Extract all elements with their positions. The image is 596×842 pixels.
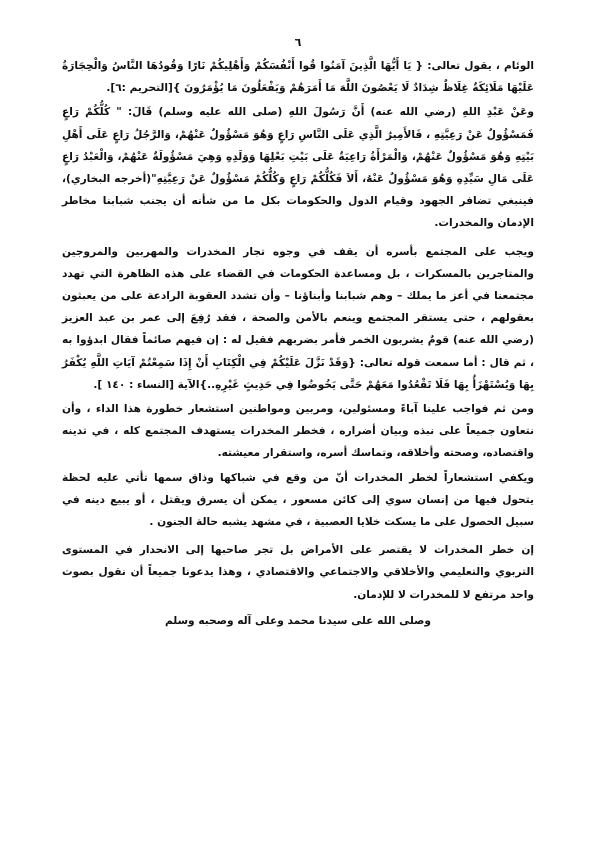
closing-prayer: وصلى الله على سيدنا محمد وعلى آله وصحبه وسلم — [165, 614, 431, 627]
page-number: ٦ — [294, 36, 302, 49]
paragraph-collective-responsibility: ومن ثم فواجب علينا آباءً ومسئولين، ومربين ومواطنين استشعار خطورة هذا الداء ، وأن نتعاون جميعاً على نبذه وبيان أضراره ، فخطر المخدرات يستهدف المجتمع كله ، في تدينه واقتصاده، وصحته وأخلاقه، وتماسك أسره، واستقرار معيشته. — [62, 403, 534, 460]
paragraph-society-duty: ويجب على المجتمع بأسره أن يقف في وجوه تجار المخدرات والمهربين والمروجين والمتاجرين بالمسكرات ، بل ومساعدة الحكومات في القضاء على هذه الظاهرة التي تهدد مجتمعنا في أعز ما يملك – وهم شبابنا وأبناؤنا – وأن تشدد العقوبة الرادعة على من يعبثون بعقولهم ، حتى يستقر المجتمع وينعم بالأمن والصحة ، فقد رُفِعَ إلى عمر بن عبد العزيز (رضي الله عنه) قومٌ يشربون الخمر فأمر بضربهم فقيل له : إن فيهم صائماً فقال ابدؤوا به ، ثم قال : أما سمعت قوله تعالى: {وَقَدْ نَزَّلَ عَلَيْكُمْ فِي الْكِتَابِ أَنْ إِذَا سَمِعْتُمْ آيَاتِ اللَّهِ يُكْفَرُ بِهَا وَيُسْتَهْزَأُ بِهَا فَلَا تَقْعُدُوا مَعَهُمْ حَتَّى يَخُوضُوا فِي حَدِيثٍ غَيْرِهِ..}الآية [النساء : ١٤٠ ]. — [62, 245, 534, 391]
paragraph-danger-awareness: ويكفي استشعاراً لخطر المخدرات أنّ من وقع في شباكها وذاق سمها تأتي عليه لحظة يتحول فيها من إنسان سوي إلى كائن مسعور ، يمكن أن يسرق ويقتل ، أو يبيع دينه في سبيل الحصول على ما يسكت خلايا العصبية ، في مشهد يشبه حالة الجنون . — [62, 471, 534, 529]
paragraph-quran-verse: الوئام ، يقول تعالى: { يَا أَيُّهَا الَّذِينَ آمَنُوا قُوا أَنْفُسَكُمْ وَأَهْلِيكُمْ نَارًا وَقُودُهَا النَّاسُ وَالْحِجَارَةُ عَلَيْهَا مَلَائِكَةٌ غِلَاظٌ شِدَادٌ لَا يَعْصُونَ اللَّهَ مَا أَمَرَهُمْ وَيَفْعَلُونَ مَا يُؤْمَرُونَ }[التحريم :٦]. — [62, 60, 534, 95]
paragraph-hadith: وعَنْ عَبْدِ اللهِ (رضي الله عنه) أَنَّ رَسُولَ اللهِ (صلى الله عليه وسلم) قَالَ: " كُلُّكُمْ رَاعٍ فَمَسْؤُولٌ عَنْ رَعِيَّتِهِ ، فَالأَمِيرُ الَّذِي عَلَى النَّاسِ رَاعٍ وَهُوَ مَسْؤُولٌ عَنْهُمْ، وَالرَّجُلُ رَاعٍ عَلَى أَهْلِ بَيْتِهِ وَهُوَ مَسْؤُولٌ عَنْهُمْ، وَالْمَرْأَةُ رَاعِيَةٌ عَلَى بَيْتِ بَعْلِهَا وَوَلَدِهِ وَهِيَ مَسْؤُولَةٌ عَنْهُمْ، وَالْعَبْدُ رَاعٍ عَلَى مَالِ سَيِّدِهِ وَهُوَ مَسْؤُولٌ عَنْهُ، أَلاَ فَكُلُّكُمْ رَاعٍ وَكُلُّكُمْ مَسْؤُولٌ عَنْ رَعِيَّتِهِ"(أخرجه البخاري)، فينبغي تضافر الجهود وقيام الدول والحكومات بكل ما من شأنه أن يجنب شبابنا مخاطر الإدمان والمخدرات. — [62, 106, 534, 230]
paragraph-conclusion: إن خطر المخدرات لا يقتصر على الأمراض بل تجر صاحبها إلى الانحدار في المستوى التربوي والتعليمي والأخلاقي والاجتماعي والاقتصادي ، وهذا يدعونا جميعاً أن نقول بصوت واحد مرتفع لا للمخدرات لا للإدمان. — [62, 544, 534, 601]
